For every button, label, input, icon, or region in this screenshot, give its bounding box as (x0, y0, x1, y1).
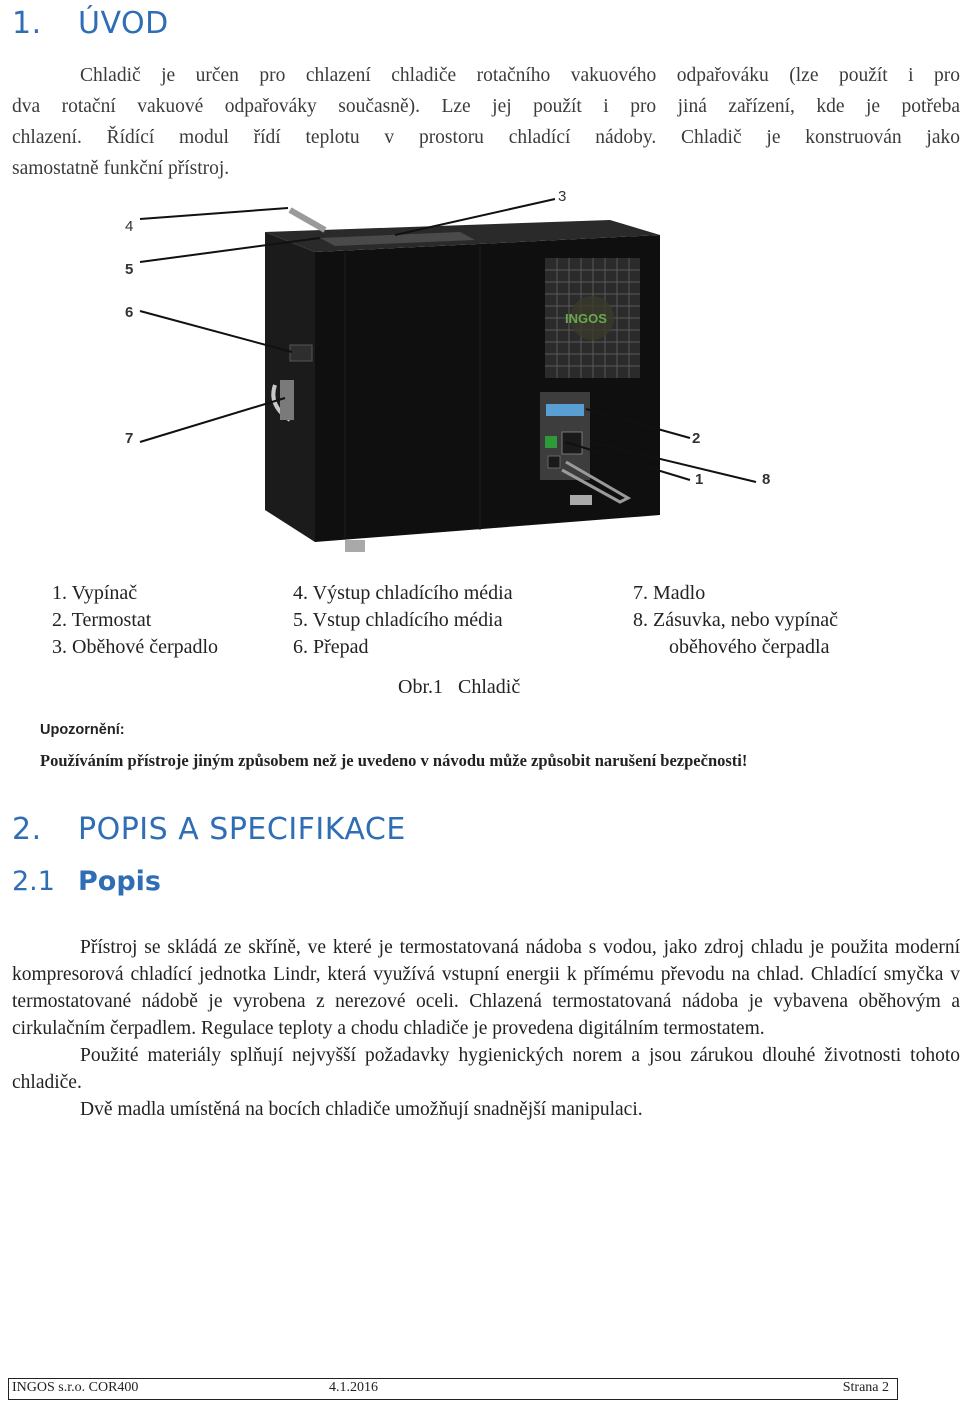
subsection-2-1-heading (12, 866, 161, 897)
callout-3: 3 (558, 188, 567, 205)
cooler-figure (0, 180, 960, 570)
legend-item: 6. Přepad (293, 636, 369, 658)
legend-item: 4. Výstup chladícího média (293, 582, 513, 604)
callout-8: 8 (762, 471, 771, 488)
callout-7: 7 (125, 430, 134, 447)
description-text (12, 934, 960, 1123)
legend-col-1 (52, 580, 218, 661)
warning-title: Upozornění: (40, 722, 125, 738)
legend-col-2 (293, 580, 513, 661)
legend-item: 8. Zásuvka, nebo vypínač (633, 609, 838, 631)
footer-company: INGOS s.r.o. COR400 (12, 1380, 139, 1395)
callout-5: 5 (125, 261, 134, 278)
legend-col-3 (633, 580, 838, 661)
warning-text: Používáním přístroje jiným způsobem než je uvedeno v návodu může způsobit narušení bezpečnosti! (40, 751, 748, 770)
cooler-body (265, 210, 660, 552)
section-2-number: 2. (12, 812, 42, 847)
callout-1: 1 (695, 471, 704, 488)
description-paragraph: Použité materiály splňují nejvyšší požadavky hygienických norem a jsou zárukou dlouhé životnosti tohoto chladiče. (12, 1045, 960, 1093)
thermostat-display (546, 404, 584, 416)
legend-item: 1. Vypínač (52, 582, 138, 604)
callout-2: 2 (692, 430, 701, 447)
intro-paragraph (12, 60, 960, 184)
callout-6: 6 (125, 304, 134, 321)
subsection-number: 2.1 (12, 866, 55, 897)
legend-item: 5. Vstup chladícího média (293, 609, 503, 631)
footer-page: Strana 2 (842, 1380, 889, 1395)
legend-item: 3. Oběhové čerpadlo (52, 636, 219, 658)
intro-line: Chladič je určen pro chlazení chladiče rotačního vakuového odpařováku (lze použít i pro (80, 65, 960, 86)
callout-4: 4 (125, 218, 134, 235)
legend-item: oběhového čerpadla (669, 636, 830, 658)
ingos-logo: INGOS (565, 311, 607, 326)
legend-item: 7. Madlo (633, 582, 706, 604)
description-paragraph: Přístroj se skládá ze skříně, ve které je termostatovaná nádoba s vodou, jako zdroj chladu je použita moderní kompresorová chladící jednotka Lindr, která využívá vstupní energii k přímému převodu na chlad. Chladící smyčka v termostatované nádobě je vyrobena z nerezové oceli. Chlazená termostatovaná nádoba je vybavena oběhovým a cirkulačním čerpadlem. Regulace teploty a chodu chladiče je provedena digitálním termostatem. (12, 937, 960, 1039)
page-footer (8, 1378, 898, 1400)
footer-date: 4.1.2016 (329, 1380, 378, 1395)
legend-item: 2. Termostat (52, 609, 152, 631)
section-2-title: POPIS A SPECIFIKACE (78, 812, 406, 847)
intro-line: dva rotační vakuové odpařováky současně). Lze jej použít i pro jiná zařízení, kde je potřeba (12, 96, 960, 117)
section-1-title: ÚVOD (78, 6, 169, 41)
section-1-number: 1. (12, 6, 42, 41)
figure-caption: Obr.1 Chladič (398, 676, 521, 698)
section-1-heading (12, 6, 169, 41)
subsection-title: Popis (78, 866, 161, 897)
intro-line: chlazení. Řídící modul řídí teplotu v prostoru chladící nádoby. Chladič je konstruován jako (12, 127, 960, 148)
section-2-heading (12, 812, 406, 847)
intro-line: samostatně funkční přístroj. (12, 158, 230, 179)
power-switch (545, 436, 557, 448)
description-paragraph: Dvě madla umístěná na bocích chladiče umožňují snadnější manipulaci. (80, 1099, 643, 1120)
